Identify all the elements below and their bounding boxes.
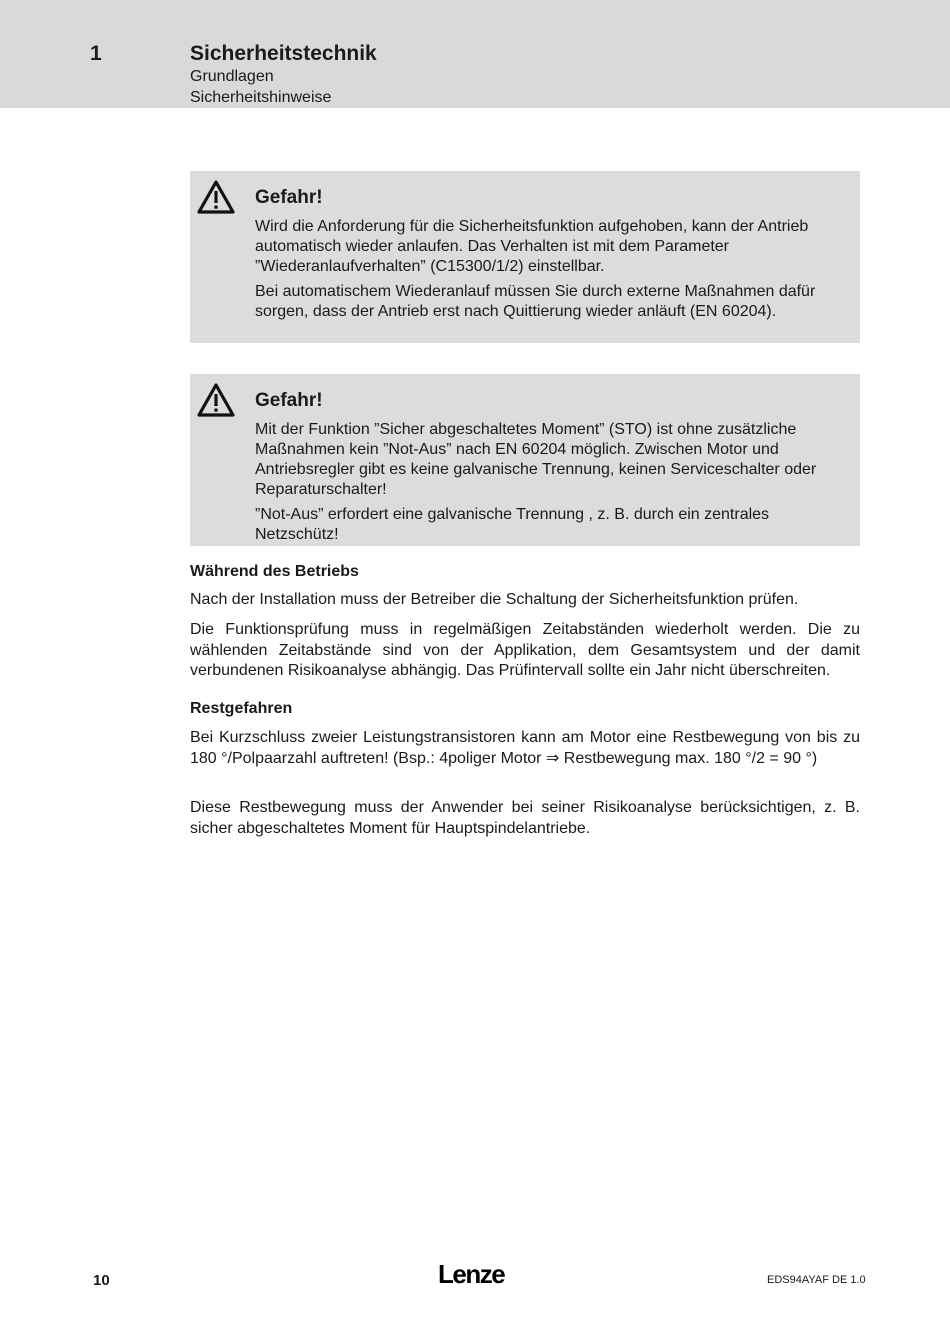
danger-title: Gefahr! (255, 187, 323, 208)
lenze-logo: Lenze (438, 1259, 505, 1289)
page-header (0, 0, 950, 108)
danger-box-1 (190, 171, 860, 343)
danger-paragraph: Mit der Funktion ”Sicher abgeschaltetes Moment” (STO) ist ohne zusätzliche Maßnahmen kein ”Not-Aus” nach EN 60204 möglich. Zwischen Motor und Antriebsregler gibt es keine galvanische Trennung, keinen Serviceschalter oder Reparaturschalter! (255, 421, 817, 498)
residual-paragraph-1: Bei Kurzschluss zweier Leistungstransistoren kann am Motor eine Restbewegung von bis zu 180 °/Polpaarzahl auftreten! (Bsp.: 4poliger Motor ⇒ Restbewegung max. 180 °/2 = 90 °) (190, 729, 860, 767)
danger-box-2 (190, 374, 860, 546)
chapter-title: Sicherheitstechnik (190, 42, 377, 65)
residual-paragraph-2: Diese Restbewegung muss der Anwender bei seiner Risikoanalyse berücksichtigen, z. B. sicher abgeschaltetes Moment für Hauptspindelantriebe. (190, 799, 860, 837)
operation-paragraph-1: Nach der Installation muss der Betreiber die Schaltung der Sicherheitsfunktion prüfen. (190, 591, 799, 608)
section-heading-residual: Restgefahren (190, 700, 293, 717)
danger-text (255, 420, 855, 550)
danger-text (255, 217, 855, 327)
subtitle-2: Sicherheitshinweise (190, 89, 332, 106)
danger-paragraph: Bei automatischem Wiederanlauf müssen Sie durch externe Maßnahmen dafür sorgen, dass der Antrieb erst nach Quittierung wieder anläuft (EN 60204). (255, 283, 816, 320)
chapter-number: 1 (90, 42, 102, 65)
danger-paragraph: ”Not-Aus” erfordert eine galvanische Trennung , z. B. durch ein zentrales Netzschütz! (255, 506, 770, 543)
subtitle-1: Grundlagen (190, 68, 274, 85)
document-id: EDS94AYAF DE 1.0 (767, 1274, 866, 1286)
danger-paragraph: Wird die Anforderung für die Sicherheitsfunktion aufgehoben, kann der Antrieb automatisch wieder anlaufen. Das Verhalten ist mit dem Parameter ”Wiederanlaufverhalten” (C15300/1/2) einstellbar. (255, 218, 809, 275)
section-heading-operation: Während des Betriebs (190, 563, 359, 580)
page-number: 10 (93, 1272, 110, 1289)
warning-triangle-icon (196, 382, 236, 418)
danger-title: Gefahr! (255, 390, 323, 411)
warning-triangle-icon (196, 179, 236, 215)
operation-paragraph-2: Die Funktionsprüfung muss in regelmäßigen Zeitabständen wiederholt werden. Die zu wählenden Zeitabstände sind von der Applikation, dem Gesamtsystem und der damit verbundenen Risikoanalyse abhängig. Das Prüfintervall sollte ein Jahr nicht überschreiten. (190, 621, 860, 679)
